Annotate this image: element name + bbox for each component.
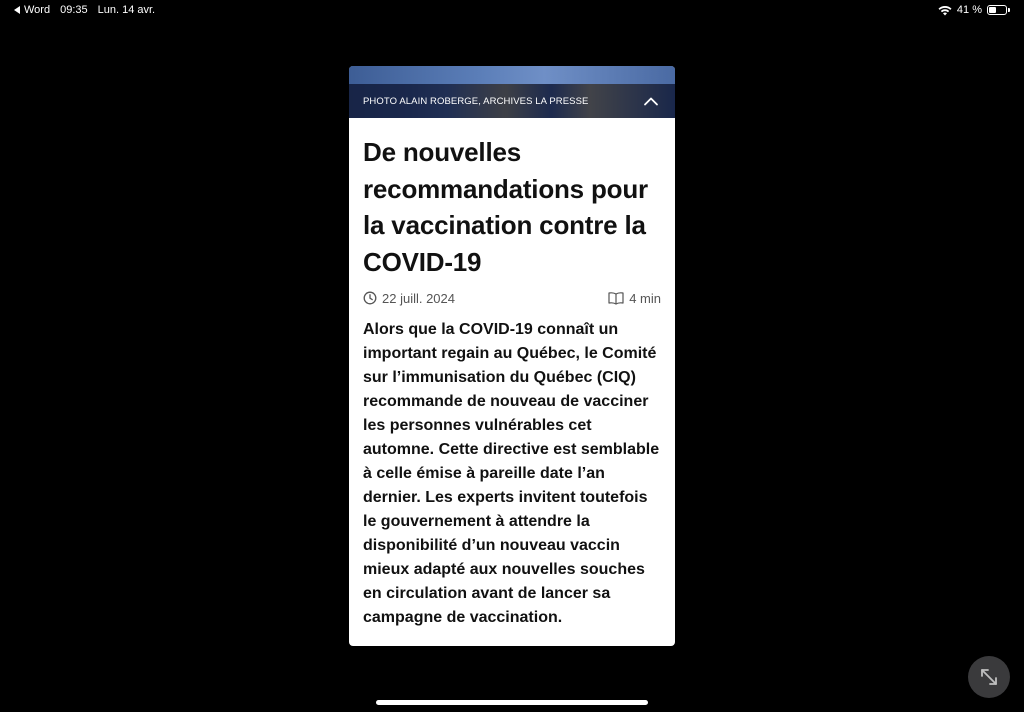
chevron-up-icon[interactable] [643,96,659,106]
article-read-time [608,291,661,306]
home-indicator[interactable] [376,700,648,705]
photo-image [349,66,675,84]
battery-fill [989,7,996,13]
article-headline[interactable]: De nouvelles recommandations pour la vaccination contre la COVID-19 [363,137,648,277]
article-date-text: 22 juill. 2024 [382,290,455,306]
article-date [363,291,455,306]
status-right [938,4,1010,16]
article-card[interactable] [349,66,675,646]
expand-button[interactable] [968,656,1010,698]
article-lede: Alors que la COVID-19 connaît un important regain au Québec, le Comité sur l’immunisation du Québec (CIQ) recommande de nouveau de vacciner les personnes vulnérables cet automne. Cette directive est semblable à celle émise à pareille date l’an dernier. Les experts invitent toutefois le gouvernement à attendre la disponibilité d’un nouveau vaccin mieux adapté aux nouvelles souches en circulation avant de lancer sa campagne de vaccination. [363,321,660,626]
battery-icon [987,5,1007,15]
battery-percent: 41 % [956,4,982,16]
expand-icon [979,667,999,687]
photo-caption-bar [349,84,675,118]
status-time: 09:35 [60,4,88,16]
wifi-icon [938,5,952,16]
status-date: Lun. 14 avr. [97,4,156,16]
article-content [349,118,675,630]
status-bar [0,0,1024,20]
back-arrow-icon[interactable] [14,6,20,14]
photo-credit: PHOTO ALAIN ROBERGE, ARCHIVES LA PRESSE [363,95,589,107]
article-meta [363,288,661,308]
back-to-app-link[interactable]: Word [24,4,51,16]
battery-tip [1008,8,1010,12]
clock-icon [363,291,377,305]
article-read-time-text: 4 min [629,290,661,306]
article-photo[interactable] [349,66,675,118]
status-left [14,4,155,16]
book-icon [608,291,624,305]
